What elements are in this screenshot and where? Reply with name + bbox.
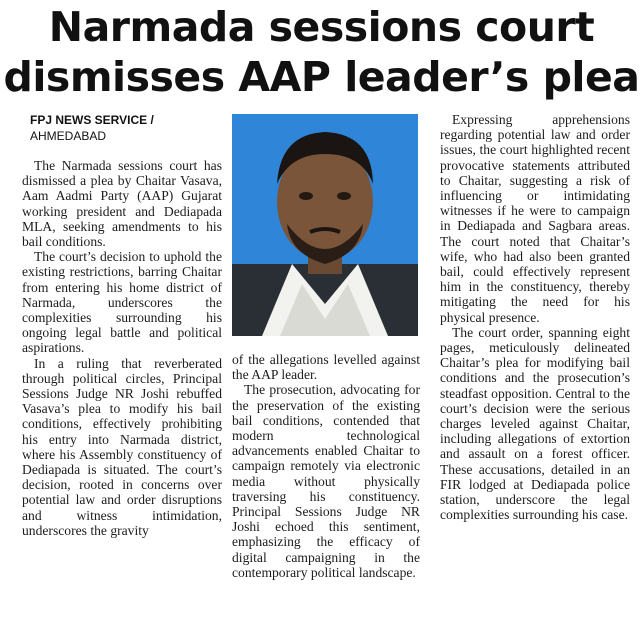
- portrait-photo: [232, 114, 418, 336]
- column1-paragraph: In a ruling that reverberated through political circles, Principal Sessions Judge NR Joshi rebuffed Vasava’s plea to modify his bail conditions, effectively prohibiting his entry into Narmada district, where his Assembly constituency of Dediapada is situated. The court’s decision, rooted in concerns over potential law and order disruptions and witness intimidation, underscores the gravity: [22, 355, 222, 538]
- article-column-2: [232, 352, 420, 580]
- column3-paragraph: Expressing apprehensions regarding potential law and order issues, the court highlighted recent provocative statements attributed to Chaitar, suggesting a risk of influencing or intimidating witnesses if he were to campaign in Dediapada and Sagbara areas. The court noted that Chaitar’s wife, who had also been granted bail, could effectively represent him in the constituency, thereby mitigating the need for his physical presence.: [440, 112, 630, 325]
- article-column-1: [22, 158, 222, 538]
- byline-agency: FPJ NEWS SERVICE /: [30, 113, 154, 127]
- column1-paragraph: The court’s decision to uphold the existing restrictions, barring Chaitar from entering his home district of Narmada, underscores the complexities surrounding his ongoing legal battle and political aspirations.: [22, 249, 222, 356]
- column2-paragraph: The prosecution, advocating for the preservation of the existing bail conditions, contended that modern technological advancements enabled Chaitar to campaign remotely via electronic media without physically traversing his constituency. Principal Sessions Judge NR Joshi echoed this sentiment, emphasizing the efficacy of digital campaigning in the contemporary political landscape.: [232, 382, 420, 580]
- column2-paragraph: of the allegations levelled against the AAP leader.: [232, 352, 420, 383]
- headline-line-1: Narmada sessions court: [48, 3, 595, 51]
- headline-line-2: dismisses AAP leader’s plea: [3, 53, 640, 101]
- byline: [30, 112, 225, 144]
- column1-paragraph: The Narmada sessions court has dismissed a plea by Chaitar Vasava, Aam Aadmi Party (AAP) Gujarat working president and Dediapada MLA, seeking amendments to his bail conditions.: [22, 158, 222, 250]
- headline: [0, 2, 643, 102]
- byline-dateline: AHMEDABAD: [30, 129, 107, 143]
- column3-paragraph: The court order, spanning eight pages, meticulously delineated Chaitar’s plea for modifying bail conditions and the prosecution’s steadfast opposition. Central to the court’s decision were the serious charges leveled against Chaitar, including allegations of extortion and assault on a forest officer. These accusations, detailed in an FIR lodged at Dediapada police station, underscore the legal complexities surrounding his case.: [440, 324, 630, 523]
- article-column-3: [440, 112, 630, 522]
